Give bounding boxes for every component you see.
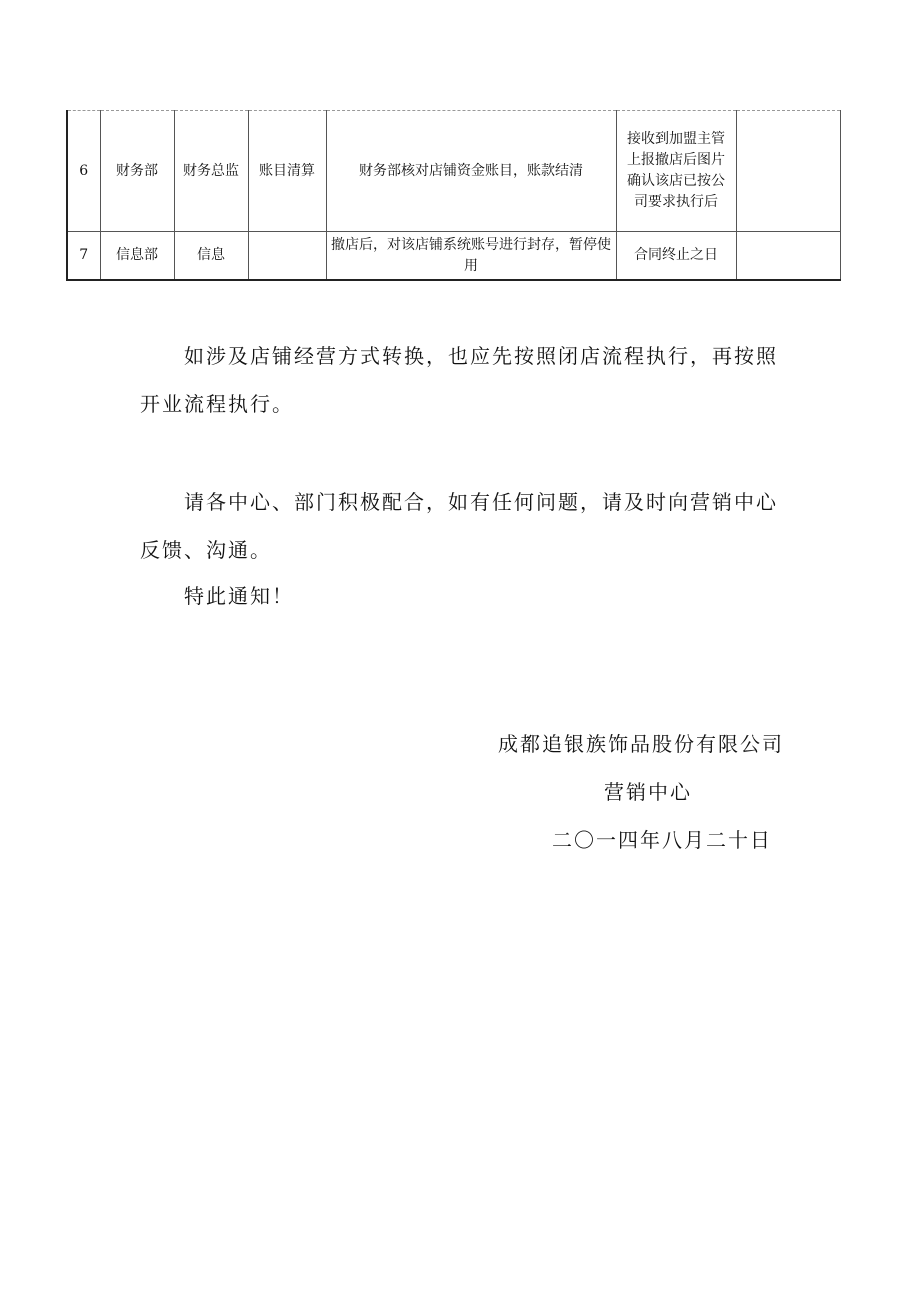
row-number: 6: [67, 111, 100, 232]
content-cell: 撤店后，对该店铺系统账号进行封存，暂停使用: [326, 232, 616, 281]
content-cell: 财务部核对店铺资金账目，账款结清: [326, 111, 616, 232]
issue-date: 二〇一四年八月二十日: [552, 828, 772, 852]
department-name: 营销中心: [604, 780, 692, 804]
department-cell: 财务部: [100, 111, 174, 232]
table-row: [67, 111, 840, 232]
department-cell: 信息部: [100, 232, 174, 281]
remark-cell: [736, 232, 840, 281]
closing-remark: 特此通知！: [184, 584, 294, 608]
closure-process-table: [66, 110, 841, 281]
row-number: 7: [67, 232, 100, 281]
table-row: [67, 232, 840, 281]
item-cell: 账目清算: [248, 111, 326, 232]
time-cell: 合同终止之日: [616, 232, 736, 281]
conversion-note-paragraph: 如涉及店铺经营方式转换，也应先按照闭店流程执行，再按照开业流程执行。: [140, 344, 778, 416]
company-name: 成都追银族饰品股份有限公司: [498, 732, 784, 756]
remark-cell: [736, 111, 840, 232]
role-cell: 财务总监: [174, 111, 248, 232]
cooperation-paragraph: 请各中心、部门积极配合，如有任何问题，请及时向营销中心反馈、沟通。: [140, 490, 778, 562]
time-cell: 接收到加盟主管上报撤店后图片确认该店已按公司要求执行后: [616, 111, 736, 232]
role-cell: 信息: [174, 232, 248, 281]
item-cell: [248, 232, 326, 281]
